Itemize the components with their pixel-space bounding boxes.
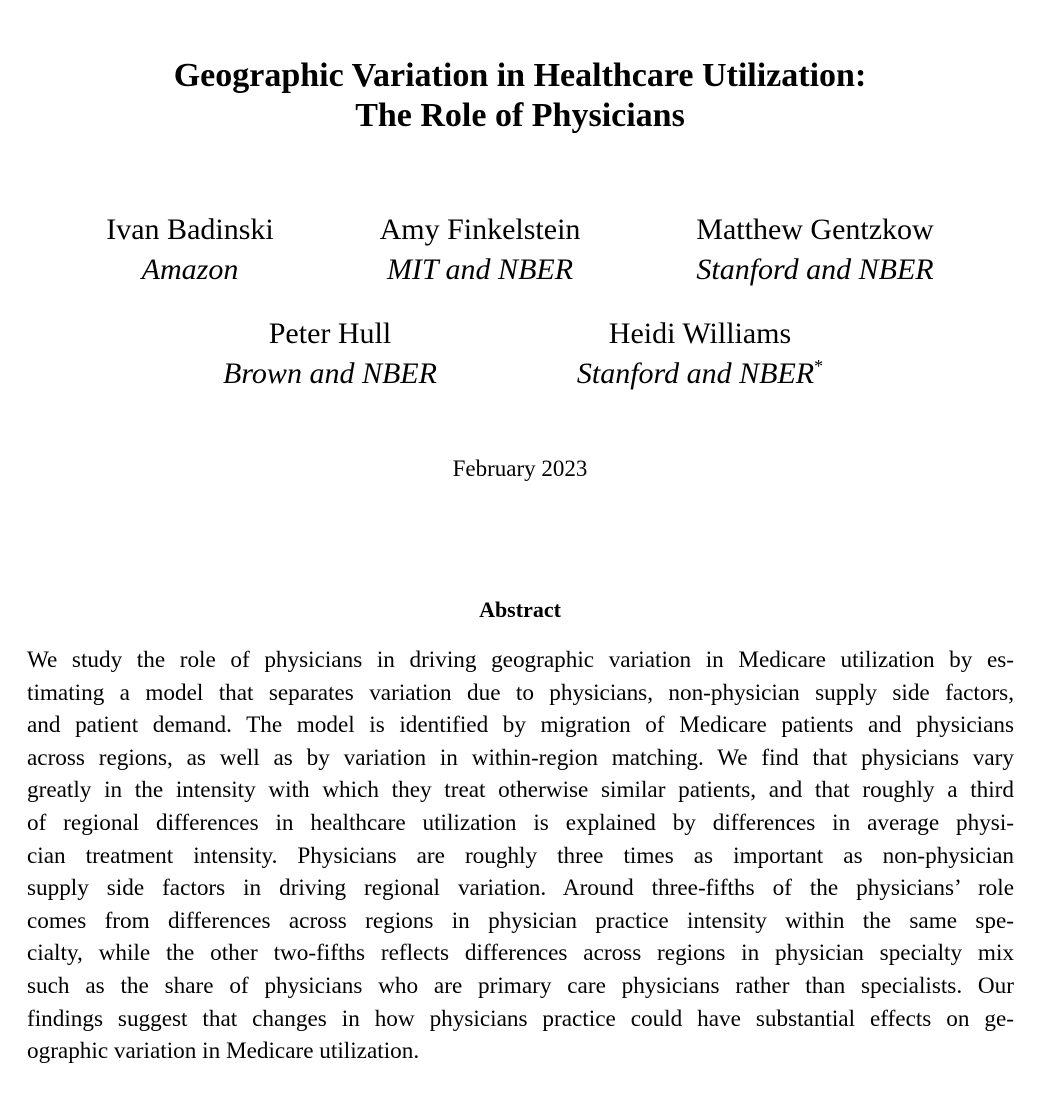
author-name: Ivan Badinski	[106, 213, 274, 246]
abstract-line: across regions, as well as by variation in within-region matching. We find that physicians vary	[27, 744, 1014, 771]
author-affiliation: Stanford and NBER	[696, 253, 934, 286]
abstract-line: findings suggest that changes in how physicians practice could have substantial effects on ge-	[27, 1005, 1014, 1032]
author-name: Amy Finkelstein	[379, 213, 581, 246]
abstract-line: comes from differences across regions in physician practice intensity within the same spe-	[27, 907, 1014, 934]
author-name: Heidi Williams	[608, 317, 792, 350]
abstract-line: such as the share of physicians who are primary care physicians rather than specialists. Our	[27, 972, 1014, 999]
abstract-heading: Abstract	[479, 597, 561, 622]
abstract-line: ographic variation in Medicare utilization.	[27, 1038, 420, 1065]
author-block	[50, 210, 330, 290]
author-block	[340, 210, 620, 290]
abstract-line: of regional differences in healthcare utilization is explained by differences in average physi-	[27, 809, 1014, 836]
paper-title-line-1: Geographic Variation in Healthcare Utilization:	[173, 57, 867, 94]
abstract-line: greatly in the intensity with which they treat otherwise similar patients, and that roughly a third	[27, 777, 1014, 804]
author-name: Matthew Gentzkow	[696, 213, 934, 246]
abstract-line: cian treatment intensity. Physicians are roughly three times as important as non-physician	[27, 842, 1014, 869]
abstract-line: cialty, while the other two-fifths reflects differences across regions in physician specialty mix	[27, 940, 1014, 967]
author-affiliation: Stanford and NBER	[576, 357, 815, 390]
footnote-marker[interactable]: *	[814, 356, 824, 376]
abstract-line: and patient demand. The model is identified by migration of Medicare patients and physicians	[27, 712, 1014, 739]
abstract-line: supply side factors in driving regional variation. Around three-fifths of the physicians’ role	[27, 875, 1014, 902]
author-block	[190, 314, 470, 394]
abstract-line: timating a model that separates variation due to physicians, non-physician supply side factors,	[27, 679, 1014, 706]
abstract-line: We study the role of physicians in driving geographic variation in Medicare utilization by es-	[27, 647, 1014, 673]
author-affiliation: MIT and NBER	[386, 253, 574, 286]
paper-title-line-2: The Role of Physicians	[355, 97, 685, 134]
author-affiliation: Amazon	[141, 253, 239, 286]
author-affiliation: Brown and NBER	[223, 357, 437, 390]
author-name: Peter Hull	[268, 317, 392, 350]
author-block	[540, 314, 860, 394]
author-block	[660, 210, 970, 290]
abstract-text	[27, 644, 1014, 1068]
author-affiliation-with-footnote	[540, 354, 860, 394]
publication-date: February 2023	[452, 456, 588, 481]
